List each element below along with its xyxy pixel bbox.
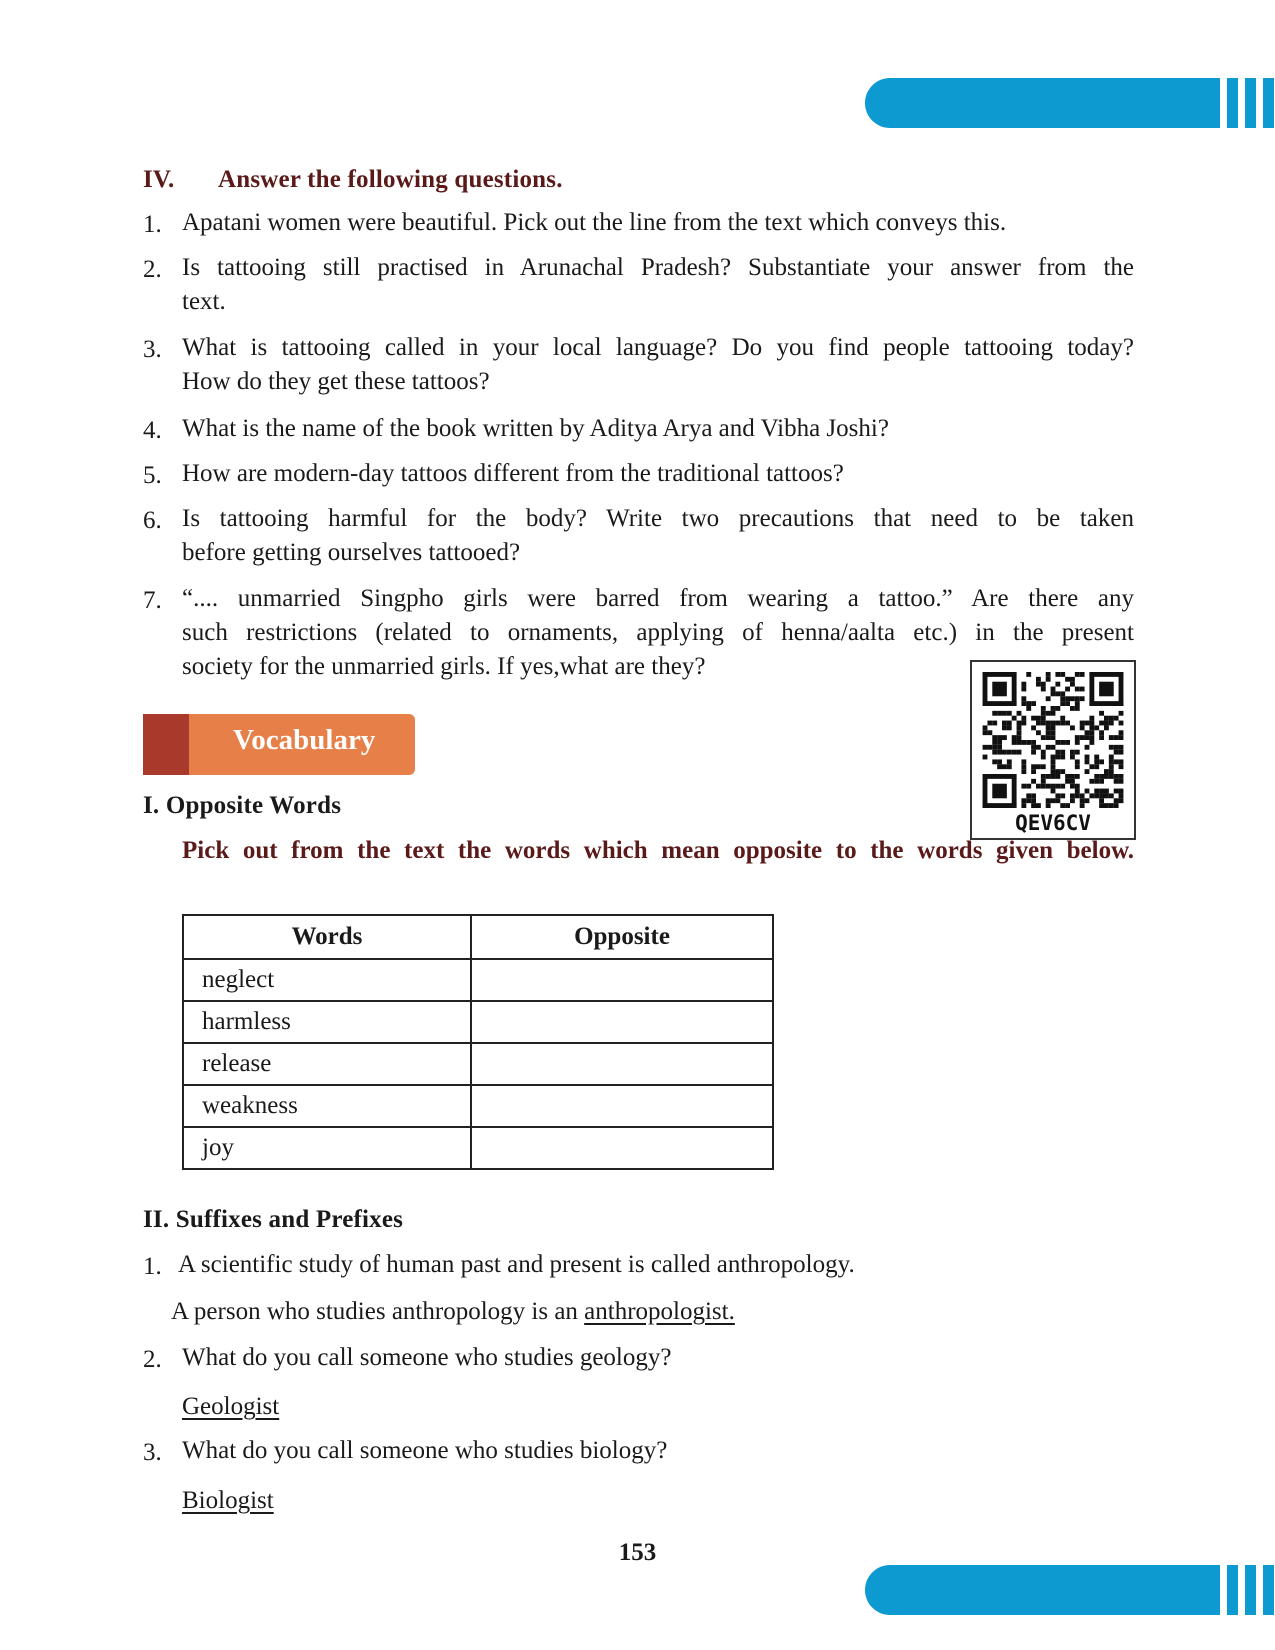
- question-text: What is the name of the book written by Aditya Arya and Vibha Joshi?: [182, 415, 889, 442]
- table-cell-word: weakness: [183, 1085, 471, 1127]
- question-text: Is tattooing still practised in Arunachal Pradesh? Substantiate your answer from the text.: [182, 254, 1134, 315]
- question-text: Is tattooing harmful for the body? Write two precautions that need to be taken before getting ourselves tattooed?: [182, 505, 1134, 566]
- table-header-words: Words: [183, 915, 471, 959]
- question-text: A scientific study of human past and present is called anthropology.: [178, 1251, 855, 1278]
- footer-tab-decoration: [865, 1565, 1275, 1615]
- qr-code[interactable]: [970, 660, 1136, 840]
- question-text: What is tattooing called in your local language? Do you find people tattooing today? How do they get these tattoos?: [182, 334, 1134, 395]
- page-number: 153: [618, 1539, 657, 1566]
- table-cell-answer: [471, 1127, 773, 1169]
- question-number: 7.: [143, 587, 162, 614]
- question-text: What do you call someone who studies geology?: [182, 1344, 672, 1371]
- table-header-opposite: Opposite: [471, 915, 773, 959]
- question-number: 1.: [143, 211, 162, 238]
- answer-line: A person who studies anthropology is an anthropologist.: [171, 1298, 735, 1325]
- suffixes-heading: II. Suffixes and Prefixes: [143, 1206, 404, 1233]
- opposite-words-heading: I. Opposite Words: [143, 792, 342, 819]
- answer-word: Geologist: [182, 1393, 280, 1420]
- question-text: How are modern-day tattoos different from the traditional tattoos?: [182, 460, 844, 487]
- opposite-words-table: [182, 914, 774, 1170]
- table-cell-word: harmless: [183, 1001, 471, 1043]
- question-number: 3.: [143, 336, 162, 363]
- opposite-words-instruction: Pick out from the text the words which mean opposite to the words given below.: [182, 837, 1134, 864]
- qr-code-label: QEV6CV: [1015, 811, 1091, 835]
- section-iv-title: Answer the following questions.: [218, 166, 563, 193]
- table-row: [183, 959, 773, 1001]
- answer-word: Biologist: [182, 1487, 274, 1514]
- table-row: [183, 1001, 773, 1043]
- table-cell-word: release: [183, 1043, 471, 1085]
- question-number: 1.: [143, 1253, 162, 1280]
- question-text: “.... unmarried Singpho girls were barred from wearing a tattoo.” Are there any such restrictions (related to ornaments, applying of henna/aalta etc.) in the present society for the unmarried girls. If yes,what are they?: [182, 585, 1134, 680]
- section-iv-numeral: IV.: [143, 166, 175, 193]
- table-cell-word: neglect: [183, 959, 471, 1001]
- question-number: 2.: [143, 1346, 162, 1373]
- table-cell-answer: [471, 1043, 773, 1085]
- vocabulary-banner: [143, 714, 415, 775]
- table-cell-answer: [471, 1085, 773, 1127]
- question-text: Apatani women were beautiful. Pick out the line from the text which conveys this.: [182, 209, 1007, 236]
- table-cell-answer: [471, 1001, 773, 1043]
- table-header-row: [183, 915, 773, 959]
- question-number: 5.: [143, 462, 162, 489]
- table-cell-word: joy: [183, 1127, 471, 1169]
- table-row: [183, 1127, 773, 1169]
- table-cell-answer: [471, 959, 773, 1001]
- qr-code-icon: [982, 672, 1124, 808]
- table-row: [183, 1085, 773, 1127]
- question-number: 2.: [143, 256, 162, 283]
- answer-word: anthropologist.: [584, 1298, 735, 1325]
- question-text: What do you call someone who studies biology?: [182, 1437, 668, 1464]
- vocabulary-banner-label: Vocabulary: [233, 724, 376, 756]
- header-tab-decoration: [865, 78, 1275, 128]
- question-number: 4.: [143, 417, 162, 444]
- question-number: 3.: [143, 1439, 162, 1466]
- question-number: 6.: [143, 507, 162, 534]
- table-row: [183, 1043, 773, 1085]
